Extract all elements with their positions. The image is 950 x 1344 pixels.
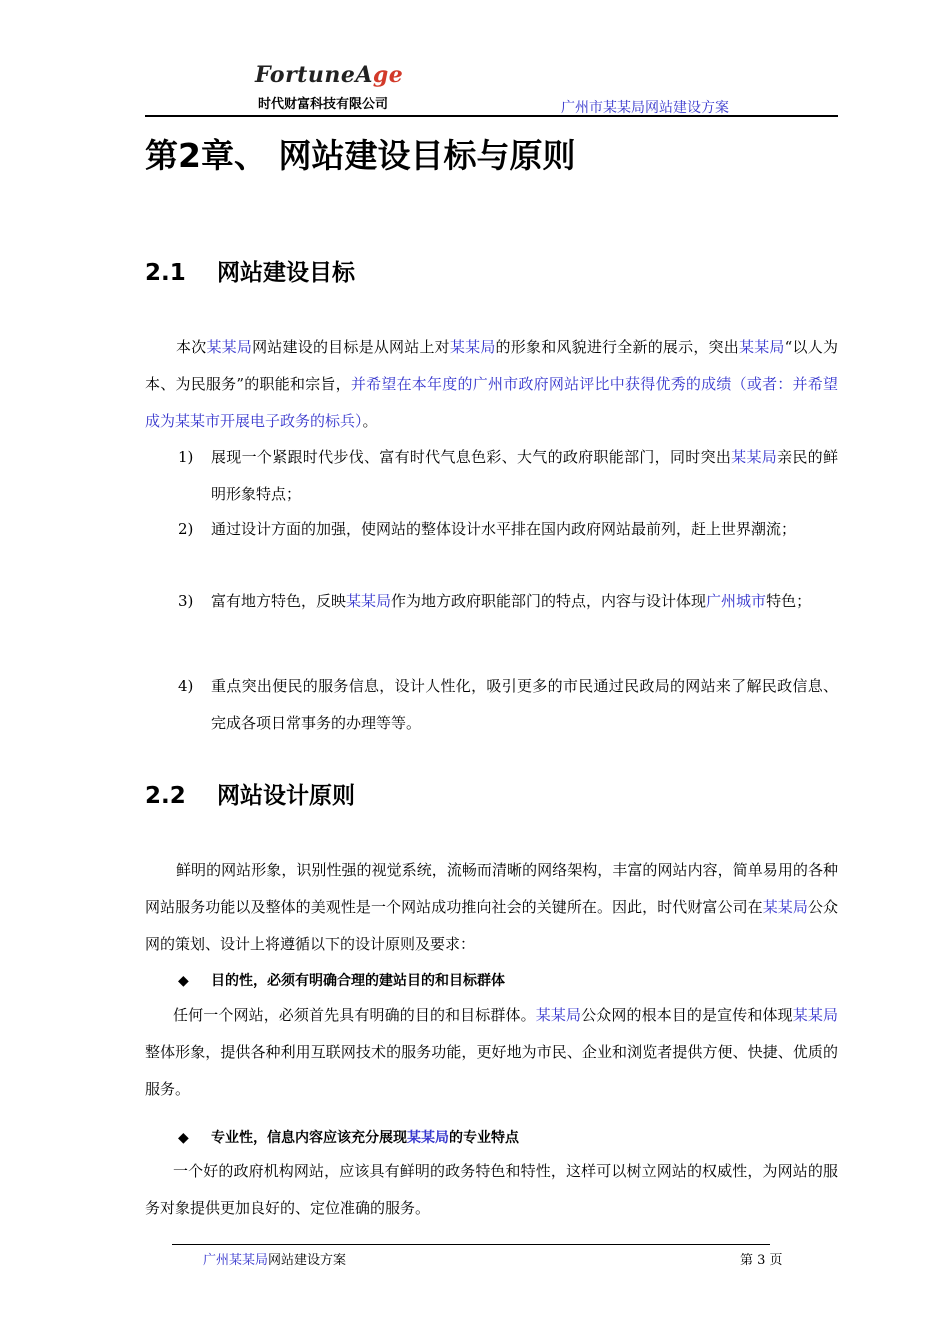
- list-item: 1) 展现一个紧跟时代步伐、富有时代气息色彩、大气的政府职能部门，同时突出某某局亲民的鲜明形象特点；: [178, 448, 838, 503]
- company-logo: FortuneAge: [255, 62, 404, 88]
- chapter-title: 第2章、 网站建设目标与原则: [145, 136, 576, 175]
- section-heading-2-2: 2.2 网站设计原则: [145, 783, 355, 809]
- header-divider: [145, 115, 838, 117]
- purpose-paragraph: 任何一个网站，必须首先具有明确的目的和目标群体。某某局公众网的根本目的是宣传和体现某某局整体形象，提供各种利用互联网技术的服务功能，更好地为市民、企业和浏览者提供方便、快捷、优质的服务。: [145, 1006, 838, 1098]
- diamond-bullet-icon: ◆: [178, 973, 189, 989]
- section1-intro-paragraph: 本次某某局网站建设的目标是从网站上对某某局的形象和风貌进行全新的展示，突出某某局“以人为本、为民服务”的职能和宗旨，并希望在本年度的广州市政府网站评比中获得优秀的成绩（或者：并希望成为某某市开展电子政务的标兵）。: [145, 338, 838, 430]
- footer-title: 广州某某局网站建设方案: [203, 1253, 347, 1268]
- list-item: 2) 通过设计方面的加强，使网站的整体设计水平排在国内政府网站最前列，赶上世界潮流；: [178, 520, 797, 538]
- section2-intro-paragraph: 鲜明的网站形象，识别性强的视觉系统，流畅而清晰的网络架构，丰富的网站内容，简单易用的各种网站服务功能以及整体的美观性是一个网站成功推向社会的关键所在。因此，时代财富公司在某某局公众网的策划、设计上将遵循以下的设计原则及要求：: [145, 861, 838, 953]
- header-title: 广州市某某局网站建设方案: [561, 100, 729, 116]
- diamond-bullet-icon: ◆: [178, 1130, 189, 1146]
- footer-divider: [172, 1244, 770, 1245]
- list-item: 3) 富有地方特色，反映某某局作为地方政府职能部门的特点，内容与设计体现广州城市特色；: [178, 592, 812, 610]
- list-item: 4) 重点突出便民的服务信息，设计人性化，吸引更多的市民通过民政局的网站来了解民政信息、完成各项日常事务的办理等等。: [178, 677, 838, 732]
- company-name: 时代财富科技有限公司: [258, 97, 389, 112]
- bullet-heading-professional: ◆ 专业性，信息内容应该充分展现某某局的专业特点: [178, 1130, 519, 1146]
- professional-paragraph: 一个好的政府机构网站，应该具有鲜明的政务特色和特性，这样可以树立网站的权威性，为网站的服务对象提供更加良好的、定位准确的服务。: [145, 1162, 838, 1217]
- bullet-heading-purpose: ◆ 目的性，必须有明确合理的建站目的和目标群体: [178, 973, 505, 989]
- page-number: 第 3 页: [740, 1253, 783, 1268]
- section-heading-2-1: 2.1 网站建设目标: [145, 260, 355, 286]
